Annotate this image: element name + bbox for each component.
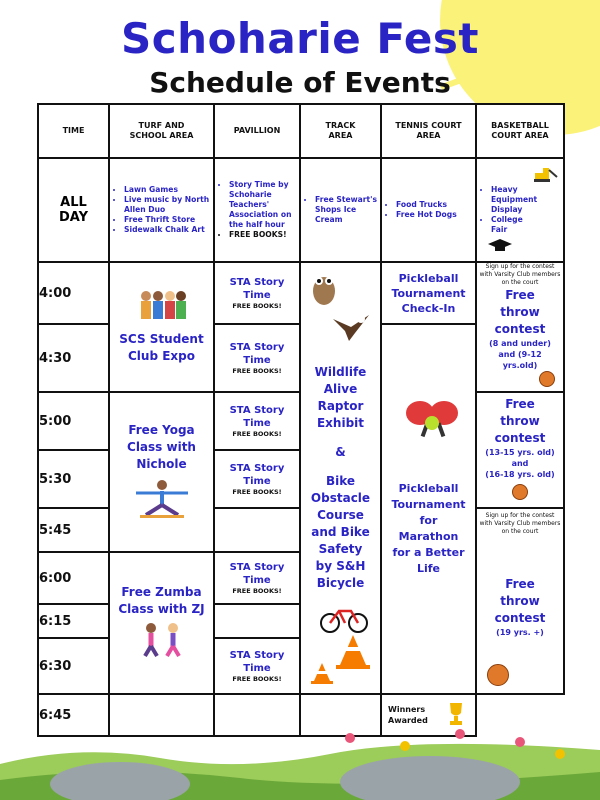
time-cell: 5:00 bbox=[38, 392, 109, 450]
schedule-table bbox=[37, 103, 565, 737]
all-day-tennis bbox=[381, 158, 476, 262]
all-day-basketball bbox=[476, 158, 564, 262]
all-day-row bbox=[38, 158, 564, 262]
yoga-icon bbox=[110, 479, 213, 523]
time-cell: 4:30 bbox=[38, 324, 109, 392]
graduation-cap-icon bbox=[487, 237, 513, 255]
turf-yoga-cell: Free Yoga Class with Nichole bbox=[109, 392, 214, 552]
time-cell: 6:00 bbox=[38, 552, 109, 604]
basketball-icon bbox=[512, 484, 528, 500]
all-day-label: ALL DAY bbox=[38, 158, 109, 262]
turf-expo-cell bbox=[109, 262, 214, 392]
tennis-tournament-cell: Pickleball Tournament for Marathon for a Better Life bbox=[381, 324, 476, 694]
list-item: • Free Stewart's Shops Ice Cream bbox=[315, 195, 380, 225]
all-day-pavillion bbox=[214, 158, 300, 262]
winners-cell: Winners Awarded bbox=[381, 694, 476, 736]
page-title: Schoharie Fest bbox=[121, 14, 479, 63]
list-item: • Food Trucks bbox=[396, 200, 475, 210]
pickleball-paddles-icon bbox=[400, 397, 464, 441]
time-cell: 6:15 bbox=[38, 604, 109, 638]
story-time-cell: STA Story Time FREE BOOKS! bbox=[214, 324, 300, 392]
basketball-contest-2: Free throw contest (13-15 yrs. old) and (16-18 yrs. old) bbox=[476, 392, 564, 508]
page-subtitle: Schedule of Events bbox=[149, 66, 451, 99]
basketball-contest-1: Sign up for the contest with Varsity Club members on the court Free throw contest (8 and under) and (9-12 yrs.old) bbox=[476, 262, 564, 392]
track-event-cell bbox=[300, 262, 381, 694]
list-item: • Sidewalk Chalk Art bbox=[124, 225, 213, 235]
header-turf: TURF AND SCHOOL AREA bbox=[109, 104, 214, 158]
time-cell: 5:30 bbox=[38, 450, 109, 508]
turf-zumba-cell: Free Zumba Class with ZJ bbox=[109, 552, 214, 694]
header-time: TIME bbox=[38, 104, 109, 158]
time-cell: 5:45 bbox=[38, 508, 109, 552]
list-item: • Free Hot Dogs bbox=[396, 210, 475, 220]
students-icon bbox=[110, 289, 213, 327]
track-event-text: Wildlife Alive Raptor Exhibit & Bike Obstacle Course and Bike Safety by S&H Bicycle bbox=[310, 365, 371, 590]
header-row bbox=[38, 104, 564, 158]
time-cell: 6:45 bbox=[38, 694, 109, 736]
story-time-cell: STA Story Time FREE BOOKS! bbox=[214, 552, 300, 604]
pavillion-empty-cell bbox=[214, 508, 300, 552]
list-item: • Free Thrift Store bbox=[124, 215, 213, 225]
list-item: • FREE BOOKS! bbox=[229, 230, 299, 240]
traffic-cone-icon bbox=[336, 633, 370, 669]
basketball-contest-3: Sign up for the contest with Varsity Club members on the court Free throw contest (19 yrs. +) bbox=[476, 508, 564, 694]
eagle-icon bbox=[331, 309, 371, 343]
story-time-cell: STA Story Time FREE BOOKS! bbox=[214, 262, 300, 324]
time-cell: 4:00 bbox=[38, 262, 109, 324]
list-item: • Live music by North Allen Duo bbox=[124, 195, 213, 215]
header-track: TRACK AREA bbox=[300, 104, 381, 158]
table-row bbox=[38, 262, 564, 324]
story-time-cell: STA Story Time FREE BOOKS! bbox=[214, 392, 300, 450]
list-item: • Heavy Equipment Display bbox=[491, 185, 541, 215]
bicycle-icon bbox=[319, 603, 369, 635]
list-item: • Story Time by Schoharie Teachers' Association on the half hour bbox=[229, 180, 299, 230]
all-day-turf bbox=[109, 158, 214, 262]
header-tennis: TENNIS COURT AREA bbox=[381, 104, 476, 158]
tennis-checkin-cell: Pickleball Tournament Check-In bbox=[381, 262, 476, 324]
expo-event: SCS Student Club Expo bbox=[119, 332, 204, 363]
list-item: • College Fair bbox=[491, 215, 541, 235]
header-basketball: BASKETBALL COURT AREA bbox=[476, 104, 564, 158]
list-item: • Lawn Games bbox=[124, 185, 213, 195]
traffic-cone-icon bbox=[311, 661, 333, 685]
owl-icon bbox=[309, 267, 339, 307]
basketball-icon bbox=[487, 664, 509, 686]
excavator-icon bbox=[533, 165, 559, 183]
story-time-cell: STA Story Time FREE BOOKS! bbox=[214, 450, 300, 508]
zumba-dancers-icon bbox=[110, 622, 213, 662]
header-pavillion: PAVILLION bbox=[214, 104, 300, 158]
all-day-track bbox=[300, 158, 381, 262]
story-time-cell: STA Story Time FREE BOOKS! bbox=[214, 638, 300, 694]
landscape-decoration bbox=[0, 724, 600, 800]
pavillion-empty-cell bbox=[214, 604, 300, 638]
time-cell: 6:30 bbox=[38, 638, 109, 694]
basketball-icon bbox=[539, 371, 555, 387]
